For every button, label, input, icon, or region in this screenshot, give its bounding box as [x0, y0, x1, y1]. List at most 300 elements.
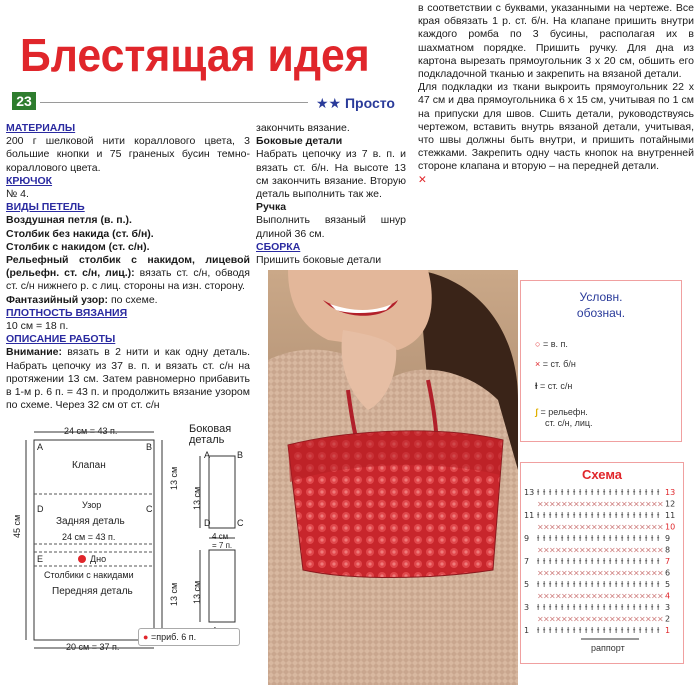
chart-stitch: × [609, 545, 616, 555]
chart-stitch: ƚ [573, 557, 576, 566]
chart-stitch: × [645, 568, 652, 578]
chart-stitch: × [591, 591, 598, 601]
chart-stitch: ƚ [621, 580, 624, 589]
chart-stitch: × [645, 545, 652, 555]
chart-stitch: × [645, 499, 652, 509]
chart-stitch: × [537, 614, 544, 624]
chart-stitch: ƚ [657, 511, 660, 520]
chart-stitch: × [603, 591, 610, 601]
chart-stitch: × [597, 614, 604, 624]
chart-stitch: ƚ [633, 534, 636, 543]
title-rule [40, 102, 308, 103]
chart-stitch: ƚ [615, 603, 618, 612]
chart-stitch: × [591, 499, 598, 509]
chart-stitch: ƚ [597, 580, 600, 589]
chart-stitch: × [603, 614, 610, 624]
chart-stitch: ƚ [573, 511, 576, 520]
chart-stitch: ƚ [573, 580, 576, 589]
row-number-right: 9 [665, 534, 671, 543]
chart-stitch: × [543, 591, 550, 601]
chart-stitch: ƚ [609, 626, 612, 635]
chart-stitch: ƚ [567, 580, 570, 589]
chart-stitch: ƚ [591, 511, 594, 520]
chart-stitch: × [543, 545, 550, 555]
chart-stitch: ƚ [645, 626, 648, 635]
loop-sc: Столбик без накида (ст. б/н). [6, 227, 154, 240]
chart-stitch: × [651, 545, 658, 555]
side-part-title: Боковая деталь [189, 423, 232, 446]
chart-stitch: ƚ [645, 603, 648, 612]
pattern-label: Узор [82, 500, 102, 510]
chart-stitch: ƚ [591, 557, 594, 566]
chart-stitch: ƚ [549, 534, 552, 543]
chart-stitch: × [549, 499, 556, 509]
height-13-c: 13 см [192, 486, 202, 510]
letter-a-1: A [37, 442, 44, 452]
letter-e-1: E [37, 554, 44, 564]
chart-stitch: ƚ [657, 603, 660, 612]
chart-stitch: ƚ [537, 488, 540, 497]
chart-stitch: ƚ [645, 511, 648, 520]
chart-stitch: × [579, 568, 586, 578]
chart-stitch: ƚ [603, 488, 606, 497]
letter-d-1: D [37, 504, 44, 514]
text-col3-p1: в соответствии с буквами, указанными на чертеже. Все края обвязать 1 р. ст. б/н. На клапане пришить внутри каждого ромба по 3 бусины, располагая их в шахматном порядке. Пришить ручку. Для дна из картона вырезать прямоугольник 3 х 20 см, обшить его подкладочной тканью и закрепить на вязаной детали. [418, 2, 694, 81]
chart-stitch: × [633, 591, 640, 601]
chart-stitch: ƚ [621, 488, 624, 497]
chart-stitch: ƚ [567, 557, 570, 566]
chart-stitch: × [573, 522, 580, 532]
chart-stitch: × [633, 545, 640, 555]
chart-stitch: × [627, 545, 634, 555]
chart-stitch: × [657, 522, 664, 532]
chart-stitch: × [579, 522, 586, 532]
loop-dc: Столбик с накидом (ст. с/н). [6, 240, 150, 253]
chart-stitch: × [555, 568, 562, 578]
heading-description: ОПИСАНИЕ РАБОТЫ [6, 333, 116, 346]
chart-stitch: ƚ [537, 603, 540, 612]
chart-stitch: ƚ [657, 580, 660, 589]
chart-stitch: ƚ [627, 626, 630, 635]
bottom-label: Дно [90, 554, 107, 564]
dc-section-label: Столбики с накидами [44, 570, 134, 580]
chart-stitch: ƚ [603, 626, 606, 635]
chart-stitch: ƚ [579, 557, 582, 566]
chart-stitch: × [561, 545, 568, 555]
chart-stitch: × [567, 499, 574, 509]
chart-stitch: ƚ [627, 580, 630, 589]
chart-stitch: ƚ [609, 580, 612, 589]
chart-stitch: × [627, 591, 634, 601]
chart-stitch: × [627, 522, 634, 532]
chart-stitch: ƚ [579, 626, 582, 635]
chart-stitch: ƚ [615, 580, 618, 589]
letter-c-2: C [237, 518, 244, 528]
pattern-line: Фантазийный узор: по схеме. [6, 293, 158, 306]
row-number-right: 5 [665, 580, 671, 589]
row-number-left: 1 [524, 626, 530, 635]
chart-stitch: × [591, 568, 598, 578]
chart-stitch: ƚ [549, 488, 552, 497]
chart-stitch: ƚ [555, 580, 558, 589]
chart-stitch: ƚ [627, 511, 630, 520]
chart-stitch: × [633, 499, 640, 509]
chart-stitch: ƚ [627, 534, 630, 543]
chart-stitch: ƚ [651, 511, 654, 520]
chart-stitch: ƚ [573, 603, 576, 612]
text-handle: Выполнить вязаный шнур длиной 36 см. [256, 214, 406, 240]
difficulty-level: ★★ Просто [316, 95, 395, 111]
chart-stitch: × [609, 522, 616, 532]
chart-stitch: × [537, 591, 544, 601]
chain-symbol-icon: ○ [535, 339, 541, 349]
chart-stitch: ƚ [537, 626, 540, 635]
page-title: Блестящая идея [20, 29, 370, 81]
chart-stitch: × [651, 522, 658, 532]
chart-stitch: ƚ [609, 511, 612, 520]
chart-stitch: ƚ [639, 603, 642, 612]
legend-box [520, 280, 682, 442]
chart-stitch: ƚ [651, 626, 654, 635]
chart-stitch: × [555, 591, 562, 601]
chart-stitch: ƚ [603, 511, 606, 520]
chart-stitch: ƚ [615, 511, 618, 520]
chart-stitch: × [615, 522, 622, 532]
chart-stitch: ƚ [543, 580, 546, 589]
chart-stitch: × [555, 545, 562, 555]
chart-stitch: × [609, 568, 616, 578]
chart-stitch: ƚ [579, 511, 582, 520]
chart-stitch: ƚ [579, 603, 582, 612]
chart-stitch: ƚ [609, 603, 612, 612]
chart-stitch: × [627, 614, 634, 624]
chart-stitch: ƚ [555, 534, 558, 543]
chart-stitch: ƚ [549, 603, 552, 612]
chart-stitch: × [537, 545, 544, 555]
chart-stitch: ƚ [537, 511, 540, 520]
chart-stitch: ƚ [633, 603, 636, 612]
row-number-right: 2 [665, 614, 671, 624]
chart-stitch: × [633, 614, 640, 624]
chart-stitch: × [645, 614, 652, 624]
height-13-a: 13 см [169, 466, 179, 490]
end-mark-icon: ✕ [418, 173, 427, 186]
heading-assembly: СБОРКА [256, 240, 301, 253]
chart-stitch: × [543, 522, 550, 532]
chart-stitch: × [615, 568, 622, 578]
chart-stitch: ƚ [555, 626, 558, 635]
chart-stitch: × [567, 545, 574, 555]
chart-stitch: × [621, 499, 628, 509]
row-number-right: 12 [665, 499, 676, 509]
letter-a-2: A [204, 450, 211, 460]
chart-stitch: ƚ [633, 488, 636, 497]
chart-stitch: ƚ [543, 626, 546, 635]
row-number-right: 3 [665, 603, 671, 612]
chart-stitch: ƚ [591, 580, 594, 589]
chart-stitch: ƚ [603, 580, 606, 589]
chart-stitch: ƚ [561, 534, 564, 543]
chart-stitch: ƚ [597, 534, 600, 543]
chart-stitch: ƚ [627, 488, 630, 497]
chart-stitch: ƚ [543, 511, 546, 520]
column-1 [6, 122, 250, 412]
chart-stitch: × [633, 568, 640, 578]
chart-stitch: × [579, 545, 586, 555]
chart-stitch: × [555, 614, 562, 624]
text-assembly: Пришить боковые детали [256, 254, 382, 267]
chart-stitch: ƚ [579, 488, 582, 497]
row-number-left: 9 [524, 534, 530, 543]
chart-stitch: ƚ [585, 557, 588, 566]
chart-stitch: × [573, 568, 580, 578]
chart-stitch: × [549, 545, 556, 555]
chart-stitch: × [657, 545, 664, 555]
chart-stitch: × [567, 591, 574, 601]
chart-stitch: × [549, 591, 556, 601]
row-number-right: 1 [665, 626, 671, 635]
chart-stitch: × [543, 614, 550, 624]
chart-stitch: ƚ [603, 557, 606, 566]
chart-stitch: ƚ [585, 511, 588, 520]
chart-stitch: × [651, 568, 658, 578]
chart-stitch: ƚ [537, 580, 540, 589]
chart-stitch: ƚ [543, 488, 546, 497]
chart-stitch: × [627, 568, 634, 578]
chart-stitch: × [603, 499, 610, 509]
chart-stitch: ƚ [609, 557, 612, 566]
chart-stitch: × [621, 545, 628, 555]
chart-stitch: ƚ [627, 557, 630, 566]
chart-stitch: × [585, 614, 592, 624]
chart-stitch: ƚ [585, 626, 588, 635]
row-number-left: 3 [524, 603, 530, 612]
chart-stitch: × [561, 522, 568, 532]
legend-row-relief: ʃ = рельефн. ст. с/н, лиц. [535, 407, 593, 428]
chart-stitch: ƚ [651, 603, 654, 612]
chart-stitch: ƚ [639, 626, 642, 635]
chart-stitch: ƚ [555, 557, 558, 566]
chart-stitch: ƚ [555, 603, 558, 612]
text-hook: № 4. [6, 188, 29, 201]
chart-stitch: × [609, 614, 616, 624]
legend-row-sc: × = ст. б/н [535, 359, 576, 369]
column-2 [256, 122, 406, 267]
chart-stitch: ƚ [597, 511, 600, 520]
chart-stitch: × [627, 499, 634, 509]
chart-stitch: × [573, 591, 580, 601]
bottom-width-label: 20 см = 37 п. [66, 642, 120, 652]
chart-stitch: ƚ [561, 603, 564, 612]
chart-stitch: ƚ [567, 488, 570, 497]
legend-row-dc: ƚ = ст. с/н [535, 381, 573, 391]
row-number-right: 13 [665, 488, 676, 497]
photo-woman-with-bag [268, 270, 518, 685]
chart-stitch: ƚ [645, 488, 648, 497]
chart-stitch: ƚ [573, 626, 576, 635]
front-label: Передняя деталь [52, 586, 133, 597]
chart-stitch: × [549, 522, 556, 532]
chart-stitch: ƚ [651, 580, 654, 589]
letter-b-1: B [146, 442, 153, 452]
chart-stitch: × [603, 568, 610, 578]
chart-stitch: ƚ [591, 534, 594, 543]
chart-stitch: ƚ [639, 511, 642, 520]
text-finish: закончить вязание. [256, 122, 350, 134]
chart-stitch: × [603, 522, 610, 532]
chart-stitch: ƚ [603, 534, 606, 543]
top-width-label: 24 см = 43 п. [64, 426, 118, 436]
chart-stitch: × [657, 591, 664, 601]
chart-stitch: ƚ [639, 488, 642, 497]
chart-stitch: × [549, 614, 556, 624]
chart-stitch: × [597, 545, 604, 555]
chart-stitch: ƚ [543, 557, 546, 566]
chart-stitch: × [597, 499, 604, 509]
text-materials: 200 г шелковой нити кораллового цвета, 3 большие кнопки и 75 граненых бусин темно-кораллового цвета. [6, 135, 250, 174]
chart-stitch: × [633, 522, 640, 532]
column-3 [418, 2, 694, 187]
chart-stitch: × [651, 499, 658, 509]
flap-label: Клапан [72, 460, 106, 471]
row-number-left: 5 [524, 580, 530, 589]
heading-loops: ВИДЫ ПЕТЕЛЬ [6, 201, 85, 214]
chart-stitch: × [573, 499, 580, 509]
chart-stitch: ƚ [561, 511, 564, 520]
chart-stitch: ƚ [567, 626, 570, 635]
chart-stitch: ƚ [597, 626, 600, 635]
chart-stitch: ƚ [561, 488, 564, 497]
chart-stitch: × [639, 568, 646, 578]
chart-stitch: ƚ [585, 488, 588, 497]
chart-stitch: ƚ [651, 488, 654, 497]
page-number-badge: 23 [12, 92, 36, 110]
chart-stitch: ƚ [543, 534, 546, 543]
chart-stitch: × [585, 522, 592, 532]
row-number-right: 11 [665, 511, 676, 520]
loop-relief: Рельефный столбик с накидом, лицевой (рельефн. ст. с/н, лиц.): вязать ст. с/н, обводя ст. с/н нижнего р. с лиц. стороны на изн. сторону. [6, 254, 250, 293]
chart-stitch: × [621, 591, 628, 601]
chart-stitch: ƚ [651, 534, 654, 543]
chart-stitch: × [597, 568, 604, 578]
chart-stitch: × [537, 568, 544, 578]
chart-stitch: × [537, 522, 544, 532]
height-13-b: 13 см [169, 582, 179, 606]
chart-stitch: × [555, 522, 562, 532]
chart-stitch: × [585, 591, 592, 601]
heading-density: ПЛОТНОСТЬ ВЯЗАНИЯ [6, 306, 128, 319]
row-number-right: 7 [665, 557, 671, 566]
chart-stitch: × [573, 614, 580, 624]
chart-stitch: × [615, 591, 622, 601]
chart-stitch: ƚ [603, 603, 606, 612]
chart-stitch: ƚ [579, 580, 582, 589]
chart-stitch: ƚ [621, 557, 624, 566]
chart-stitch: × [561, 568, 568, 578]
chart-stitch: ƚ [549, 626, 552, 635]
chart-stitch: ƚ [591, 603, 594, 612]
heading-handle: Ручка [256, 201, 287, 214]
chart-stitch: × [651, 614, 658, 624]
heading-side-parts: Боковые детали [256, 135, 343, 148]
row-number-right: 8 [665, 545, 671, 555]
chart-stitch: × [621, 614, 628, 624]
text-density: 10 см = 18 п. [6, 320, 69, 333]
rapport-label: раппорт [591, 643, 625, 653]
chart-stitch: × [603, 545, 610, 555]
increase-note: ● =приб. 6 п. [138, 628, 240, 646]
chart-stitch: ƚ [639, 580, 642, 589]
chart-stitch: ƚ [573, 488, 576, 497]
chart-stitch: ƚ [615, 488, 618, 497]
height-13-d: 13 см [192, 580, 202, 604]
chart-stitch: × [597, 591, 604, 601]
chart-stitch: × [579, 591, 586, 601]
side-width-1: 4 см = 7 п. [212, 532, 233, 550]
chart-stitch: ƚ [615, 534, 618, 543]
chart-stitch: ƚ [591, 488, 594, 497]
chart-stitch: ƚ [657, 534, 660, 543]
chart-stitch: ƚ [645, 580, 648, 589]
chart-stitch: × [537, 499, 544, 509]
chart-stitch: × [543, 499, 550, 509]
chart-stitch: ƚ [555, 488, 558, 497]
chart-stitch: ƚ [567, 511, 570, 520]
chart-stitch: ƚ [609, 534, 612, 543]
relief-symbol-icon: ʃ [535, 407, 538, 417]
chart-stitch: × [645, 522, 652, 532]
chart-stitch: × [657, 499, 664, 509]
letter-d-2: D [204, 518, 211, 528]
chart-stitch: × [579, 614, 586, 624]
chart-stitch: × [639, 591, 646, 601]
chart-stitch: ƚ [561, 580, 564, 589]
chart-stitch: ƚ [555, 511, 558, 520]
text-description: Внимание: вязать в 2 нити и как одну деталь. Набрать цепочку из 37 в. п. и вязать ст. с/н на протяжении 13 см. Затем равномерно прибавить в 1-м р. 6 п. = 43 п. и продолжить вязание узором по схеме. Через 32 см от ст. с/н [6, 346, 250, 412]
legend-row-chain: ○ = в. п. [535, 339, 568, 349]
chart-stitch: × [657, 614, 664, 624]
chart-stitch: × [585, 545, 592, 555]
chart-stitch: × [639, 522, 646, 532]
stitch-chart-title: Схема [581, 467, 623, 482]
chart-stitch: × [543, 568, 550, 578]
letter-c-1: C [146, 504, 153, 514]
chart-stitch: ƚ [561, 557, 564, 566]
row-number-left: 13 [524, 488, 535, 497]
chart-stitch: ƚ [567, 603, 570, 612]
chart-stitch: ƚ [579, 534, 582, 543]
chart-stitch: × [639, 545, 646, 555]
letter-b-2: B [237, 450, 244, 460]
chart-stitch: ƚ [537, 557, 540, 566]
mid-width-label: 24 см = 43 п. [62, 532, 116, 542]
chart-stitch: ƚ [585, 534, 588, 543]
chart-stitch: ƚ [573, 534, 576, 543]
chart-stitch: × [591, 614, 598, 624]
chart-stitch: ƚ [585, 603, 588, 612]
row-number-right: 4 [665, 591, 671, 601]
chart-stitch: ƚ [615, 557, 618, 566]
heading-hook: КРЮЧОК [6, 174, 53, 187]
chart-stitch: ƚ [657, 557, 660, 566]
chart-stitch: ƚ [591, 626, 594, 635]
legend-title: Условн. обознач. [576, 290, 626, 320]
chart-stitch: ƚ [645, 534, 648, 543]
chart-stitch: × [615, 499, 622, 509]
text-side-parts: Набрать цепочку из 7 в. п. и вязать ст. б/н. На высоте 13 см закончить вязание. Вторую деталь выполнить так же. [256, 148, 406, 201]
chart-stitch: ƚ [633, 557, 636, 566]
loop-chain: Воздушная петля (в. п.). [6, 214, 132, 227]
